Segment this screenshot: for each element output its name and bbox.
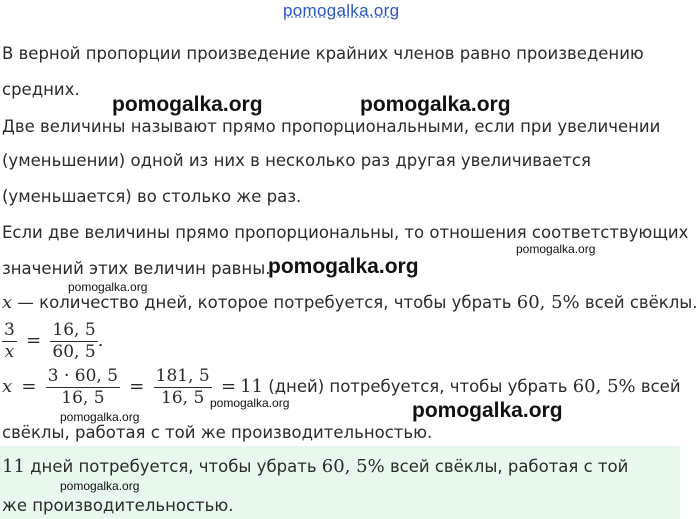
property-line2: значений этих величин равны. bbox=[2, 259, 271, 278]
watermark: pomogalka.org bbox=[60, 410, 140, 424]
result-text: (дней) потребуется, чтобы убрать bbox=[262, 377, 573, 396]
solution-equation bbox=[2, 364, 681, 410]
watermark: pomogalka.org bbox=[268, 255, 419, 278]
rule-proportion-line2: средних. bbox=[2, 80, 80, 99]
equals-sign: = bbox=[220, 376, 237, 397]
equals-sign: = bbox=[21, 376, 37, 397]
variable-x: x bbox=[2, 292, 13, 313]
watermark: pomogalka.org bbox=[112, 93, 263, 116]
watermark: pomogalka.org bbox=[516, 242, 596, 256]
equals-sign: = bbox=[26, 330, 42, 351]
definition-line2: (уменьшении) одной из них в несколько раз другая увеличивается bbox=[2, 151, 591, 170]
fraction-16-5-over-60-5: $\frac{16, 5}{60, 5}$ bbox=[52, 320, 96, 362]
answer-text: дней потребуется, чтобы убрать bbox=[24, 457, 322, 476]
fraction-3x60-5-over-16-5: $\frac{3 \cdot 60, 5}{16, 5}$ bbox=[47, 366, 119, 408]
rule-proportion-line1: В верной пропорции произведение крайних членов равно произведению bbox=[2, 44, 644, 63]
site-logo-link[interactable]: pomogalka.org bbox=[283, 1, 400, 20]
equation-period: . bbox=[97, 330, 104, 351]
variable-definition bbox=[2, 291, 698, 315]
result-value: 11 bbox=[240, 376, 263, 397]
definition-line3: (уменьшается) во столько же раз. bbox=[2, 187, 302, 206]
solution-line2: свёклы, работая с той же производительностью. bbox=[2, 423, 433, 442]
answer-line2: же производительностью. bbox=[2, 496, 234, 515]
variable-x-eq: x bbox=[2, 376, 13, 397]
percent-value: 60, 5% bbox=[572, 376, 636, 397]
watermark: pomogalka.org bbox=[60, 479, 140, 493]
variable-def-tail: всей свёклы. bbox=[579, 293, 698, 312]
variable-def-text: — количество дней, которое потребуется, чтобы убрать bbox=[12, 293, 517, 312]
answer-line1 bbox=[2, 455, 628, 479]
equals-sign: = bbox=[129, 376, 145, 397]
watermark: pomogalka.org bbox=[360, 93, 511, 116]
watermark: pomogalka.org bbox=[210, 396, 290, 410]
answer-tail: всей свёклы, работая с той bbox=[384, 457, 629, 476]
fraction-181-5-over-16-5: $\frac{181, 5}{16, 5}$ bbox=[155, 366, 210, 408]
proportion-equation bbox=[2, 318, 103, 364]
definition-line1: Две величины называют прямо пропорциональными, если при увеличении bbox=[2, 117, 661, 136]
answer-number: 11 bbox=[2, 456, 25, 477]
percent-value: 60, 5% bbox=[516, 292, 580, 313]
watermark: pomogalka.org bbox=[68, 280, 148, 294]
answer-percent: 60, 5% bbox=[321, 456, 385, 477]
watermark: pomogalka.org bbox=[412, 399, 563, 422]
fraction-3-over-x: $\frac{3}{x}$ bbox=[4, 320, 15, 362]
property-line1: Если две величины прямо пропорциональны, то отношения соответствующих bbox=[2, 223, 689, 242]
result-tail: всей bbox=[635, 377, 681, 396]
